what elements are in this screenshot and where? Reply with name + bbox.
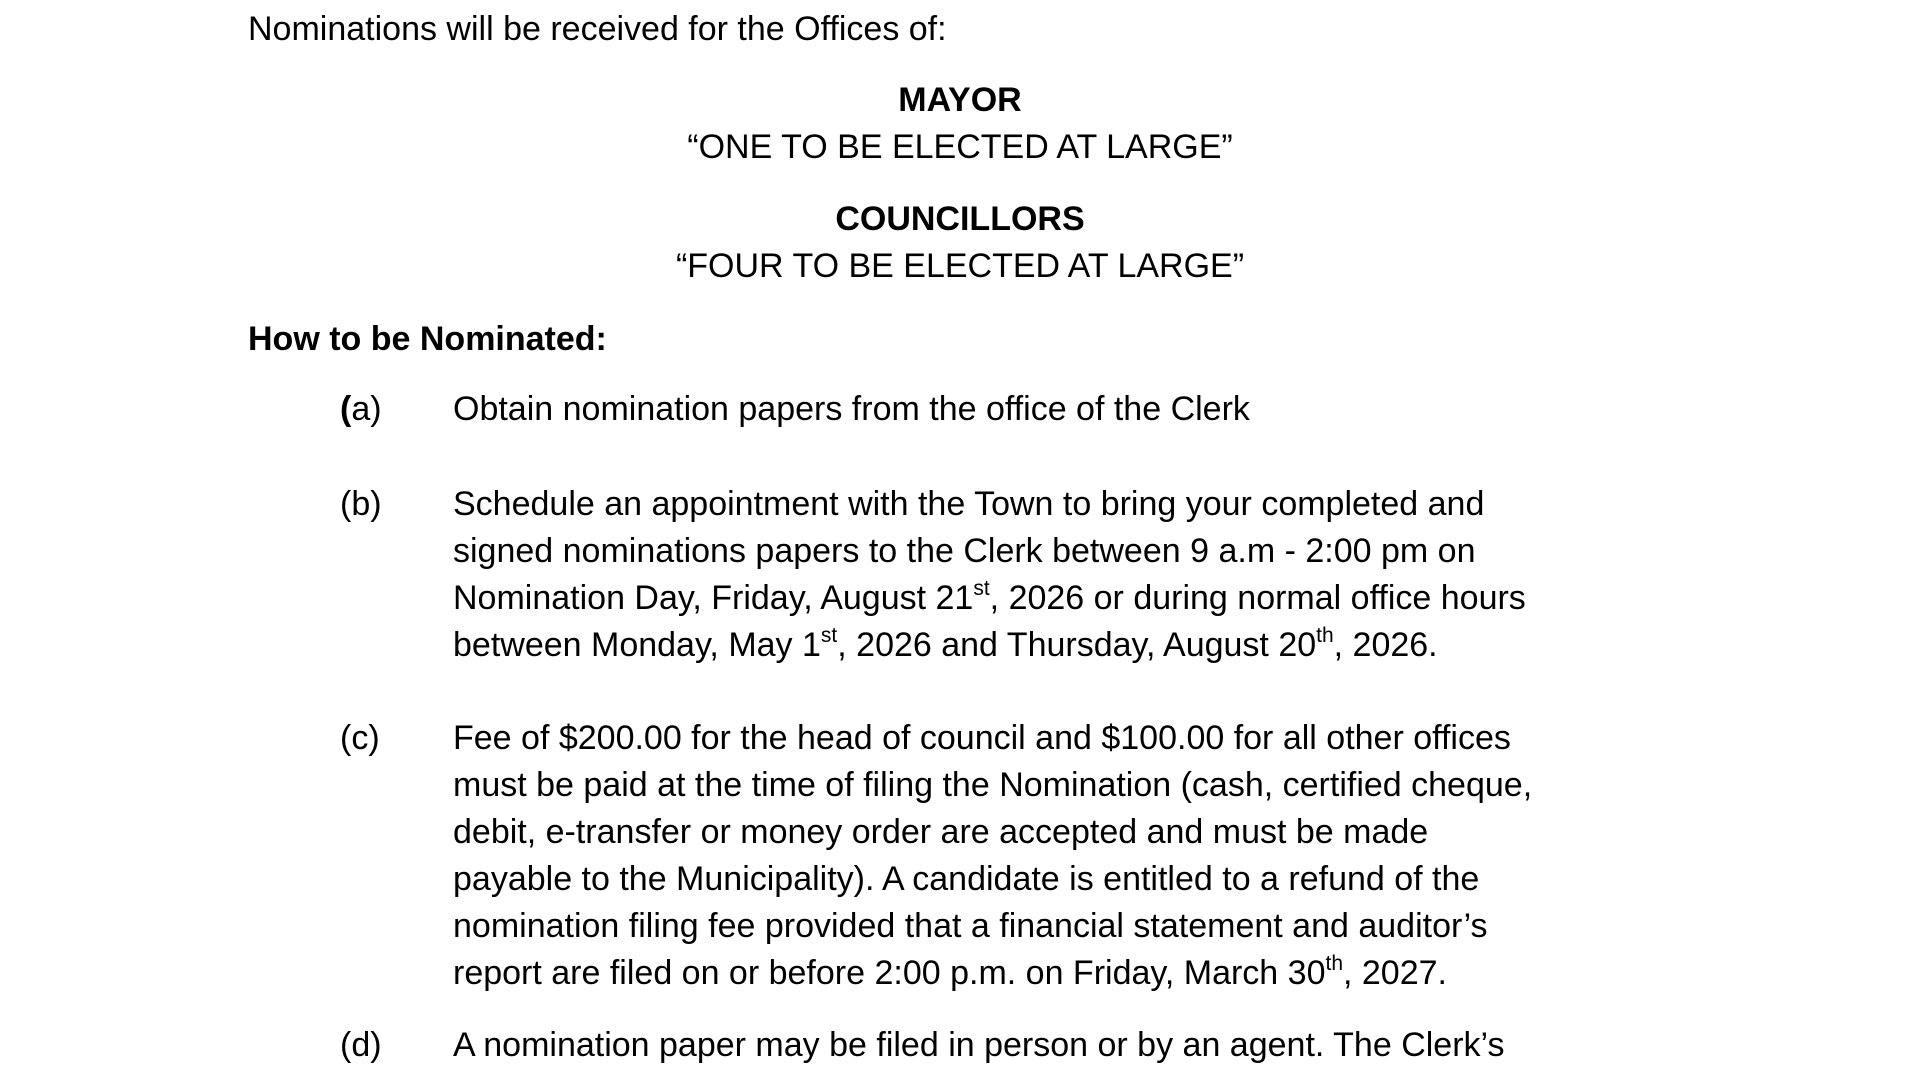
label-open-paren: ( (340, 390, 352, 428)
ordinal-suffix: th (1316, 624, 1334, 647)
office-subtitle: “FOUR TO BE ELECTED AT LARGE” (675, 247, 1245, 285)
office-councillors (0, 196, 1920, 290)
office-mayor (0, 77, 1920, 171)
text-segment: , 2027. (1343, 954, 1447, 992)
text-segment: , 2026. (1333, 626, 1438, 664)
text-segment: report are filed on or before 2:00 p.m. on Friday, March 30 (453, 954, 1326, 992)
ordinal-suffix: th (1325, 952, 1343, 975)
text-line: Schedule an appointment with the Town to bring your completed and (453, 485, 1485, 523)
list-item-label: (d) (340, 1026, 382, 1064)
ordinal-suffix: st (973, 577, 990, 600)
ordinal-suffix: st (820, 624, 838, 647)
text-line: signed nominations papers to the Clerk between 9 a.m - 2:00 pm on (453, 532, 1476, 570)
list-item-label: (c) (340, 719, 380, 757)
list-item-text (453, 386, 1680, 433)
office-title: COUNCILLORS (835, 200, 1085, 238)
text-segment: , 2026 and Thursday, August 20 (837, 626, 1317, 664)
text-line: A nomination paper may be filed in person or by an agent. The Clerk’s (453, 1026, 1505, 1064)
text-line: debit, e-transfer or money order are accepted and must be made (453, 813, 1429, 851)
section-heading: How to be Nominated: (248, 320, 607, 358)
text-line: nomination filing fee provided that a financial statement and auditor’s (453, 907, 1488, 945)
text-line (453, 622, 1680, 669)
office-subtitle: “ONE TO BE ELECTED AT LARGE” (687, 128, 1233, 166)
text-line: payable to the Municipality). A candidate is entitled to a refund of the (453, 860, 1480, 898)
text-segment: Nomination Day, Friday, August 21 (453, 579, 974, 617)
text-line: Obtain nomination papers from the office of the Clerk (453, 390, 1250, 428)
list-item-label: (b) (340, 485, 382, 523)
text-segment: , 2026 or during normal office hours (989, 579, 1526, 617)
text-line: must be paid at the time of filing the Nomination (cash, certified cheque, (453, 766, 1533, 804)
text-segment: between Monday, May 1 (453, 626, 821, 664)
text-line: Fee of $200.00 for the head of council and $100.00 for all other offices (453, 719, 1511, 757)
list-item-text (453, 481, 1680, 669)
intro-text: Nominations will be received for the Offices of: (248, 10, 947, 48)
office-title: MAYOR (898, 81, 1022, 119)
text-line (453, 950, 1680, 997)
list-item-text (453, 1022, 1680, 1069)
list-item-label (340, 386, 382, 433)
text-line (453, 575, 1680, 622)
label-rest: a) (351, 390, 382, 428)
list-item-text (453, 715, 1680, 997)
